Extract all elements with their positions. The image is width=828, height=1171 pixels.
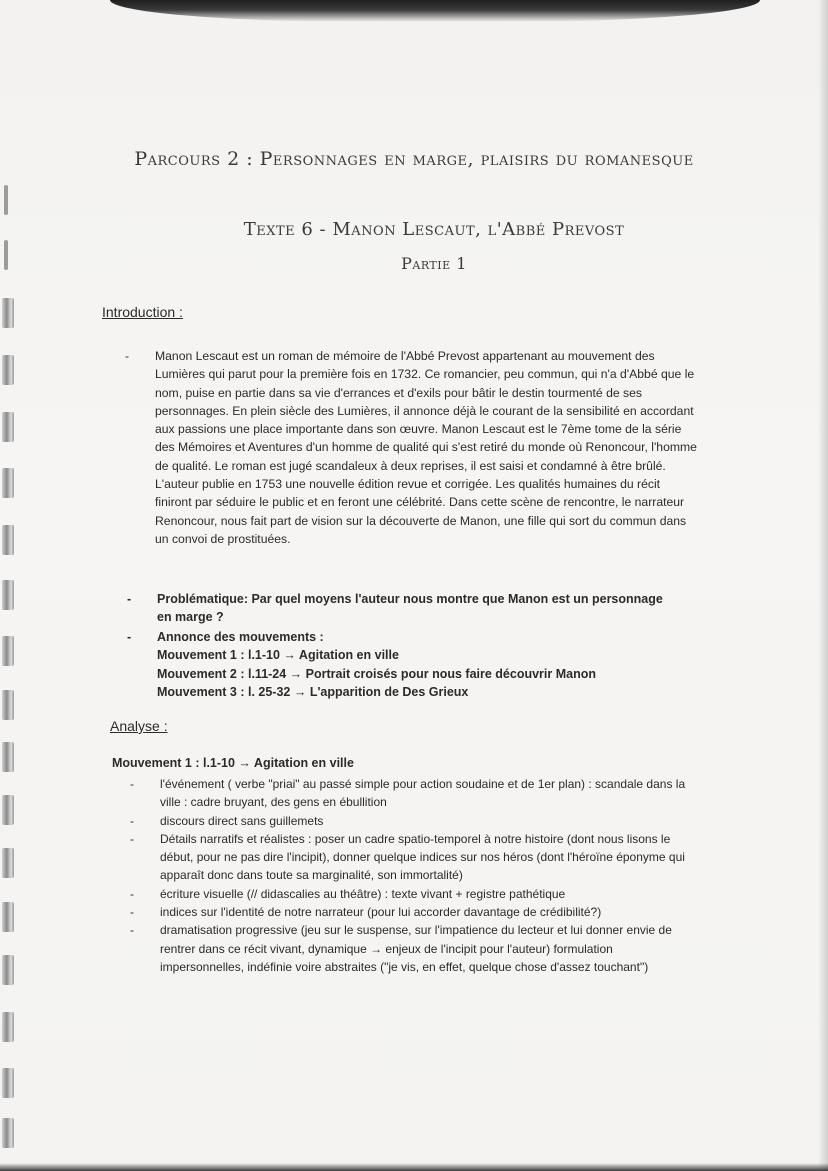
binding-ring [4,240,8,270]
binding-ring [2,742,14,772]
mouvement-item: Mouvement 1 : l.1-10 → Agitation en ville [157,648,399,663]
binding-ring [2,955,14,985]
binding-ring [2,525,14,555]
bullet-dash: - [130,886,134,901]
bullet-dash: - [127,630,132,644]
binding-ring [2,636,14,666]
spiral-binding [0,0,30,1171]
analysis-item [130,775,700,812]
binding-ring [2,1012,14,1042]
analysis-item-text: l'événement ( verbe "priai" au passé simple pour action soudaine et de 1er plan) : scandale dans la ville : cadre bruyant, des gens en ébullition [160,777,686,810]
binding-ring [2,355,14,385]
analysis-item-text: Détails narratifs et réalistes : poser un cadre spatio-temporel à notre histoire (dont nous lisons le début, pour ne pas dire l'incipit), donner quelque indices sur nos héros (dont l'héroïne éponyme qui apparaît donc dans toute sa marginalité, son immortalité) [160,831,685,883]
partie-label: Partie 1 [401,254,467,273]
intro-paragraph [125,347,700,548]
mouvement-item: Mouvement 2 : l.11-24 → Portrait croisés pour nous faire découvrir Manon [157,666,596,681]
problematique-text: Problématique: Par quel moyens l'auteur nous montre que Manon est un personnage en marge ? [157,592,663,625]
analysis-item [130,830,700,885]
binding-ring [2,902,14,932]
analysis-item [130,885,700,903]
intro-text: Manon Lescaut est un roman de mémoire de l'Abbé Prevost appartenant au mouvement des Lumières qui parut pour la première fois en 1732. Ce romancier, peu commun, qui n'a d'Abbé que le nom, puise en partie dans sa vie d'errances et d'exils pour bâtir le destin tourmenté de ses personnages. En plein siècle des Lumières, il annonce déjà le courant de la sensibilité en accordant aux passions une place importante dans son œuvre. Manon Lescaut est le 7ème tome de la série des Mémoires et Aventures d'un homme de qualité qui s'est retiré du monde où Renoncour, l'homme de qualité. Le roman est jugé scandaleux à deux reprises, il est saisi et condamné à être brûlé. L'auteur publie en 1753 une nouvelle édition revue et corrigée. Les qualités humaines du récit finiront par séduire le public et en feront une célébrité. Dans cette scène de rencontre, le narrateur Renoncour, nous fait part de vision sur la découverte de Manon, une fille qui sort du commun dans un convoi de prostituées. [155,349,697,546]
page-edge [818,0,828,1171]
mouvement-item: Mouvement 3 : l. 25-32 → L'apparition de Des Grieux [157,684,469,699]
analysis-item-text: écriture visuelle (// didascalies au théâtre) : texte vivant + registre pathétique [160,886,566,901]
binding-ring [2,690,14,720]
binding-ring [2,298,14,328]
analysis-item [130,921,700,976]
binding-ring [2,848,14,878]
binding-ring [2,412,14,442]
analysis-item [130,812,700,830]
bullet-dash: - [130,923,134,938]
page-bottom-edge [0,1163,828,1171]
annonce-label: Annonce des mouvements : [157,630,324,644]
scan-shadow [110,0,760,22]
binding-ring [4,185,8,215]
binding-ring [2,1118,14,1148]
bullet-dash: - [130,831,134,846]
bullet-dash: - [127,592,132,606]
texte-title: Texte 6 - Manon Lescaut, l'Abbé Prevost [243,219,625,240]
bullet-dash: - [130,905,134,920]
mouvement1-heading: Mouvement 1 : l.1-10 → Agitation en ville [112,756,354,770]
binding-ring [2,580,14,610]
analysis-item-text: dramatisation progressive (jeu sur le suspense, sur l'impatience du lecteur et lui donner envie de rentrer dans ce récit vivant, dynamique → enjeux de l'incipit pour l'auteur) formulation impersonnelles, indéfinie voire abstraites ("je vis, en effet, quelque chose d'assez touchant") [160,923,672,974]
analysis-item-text: discours direct sans guillemets [160,813,324,828]
analysis-item-text: indices sur l'identité de notre narrateur (pour lui accorder davantage de crédibilité?) [160,905,602,920]
binding-ring [2,1068,14,1098]
analysis-list [130,775,700,976]
bullet-dash: - [125,349,130,363]
analyse-heading: Analyse : [110,718,168,734]
bullet-dash: - [130,777,134,791]
analysis-item [130,903,700,921]
bullet-dash: - [130,813,134,828]
parcours-title: Parcours 2 : Personnages en marge, plaisirs du romanesque [134,148,694,170]
binding-ring [2,795,14,825]
binding-ring [2,468,14,498]
annonce-mouvements [127,628,697,701]
introduction-heading: Introduction : [102,304,183,320]
problematique [127,590,677,627]
